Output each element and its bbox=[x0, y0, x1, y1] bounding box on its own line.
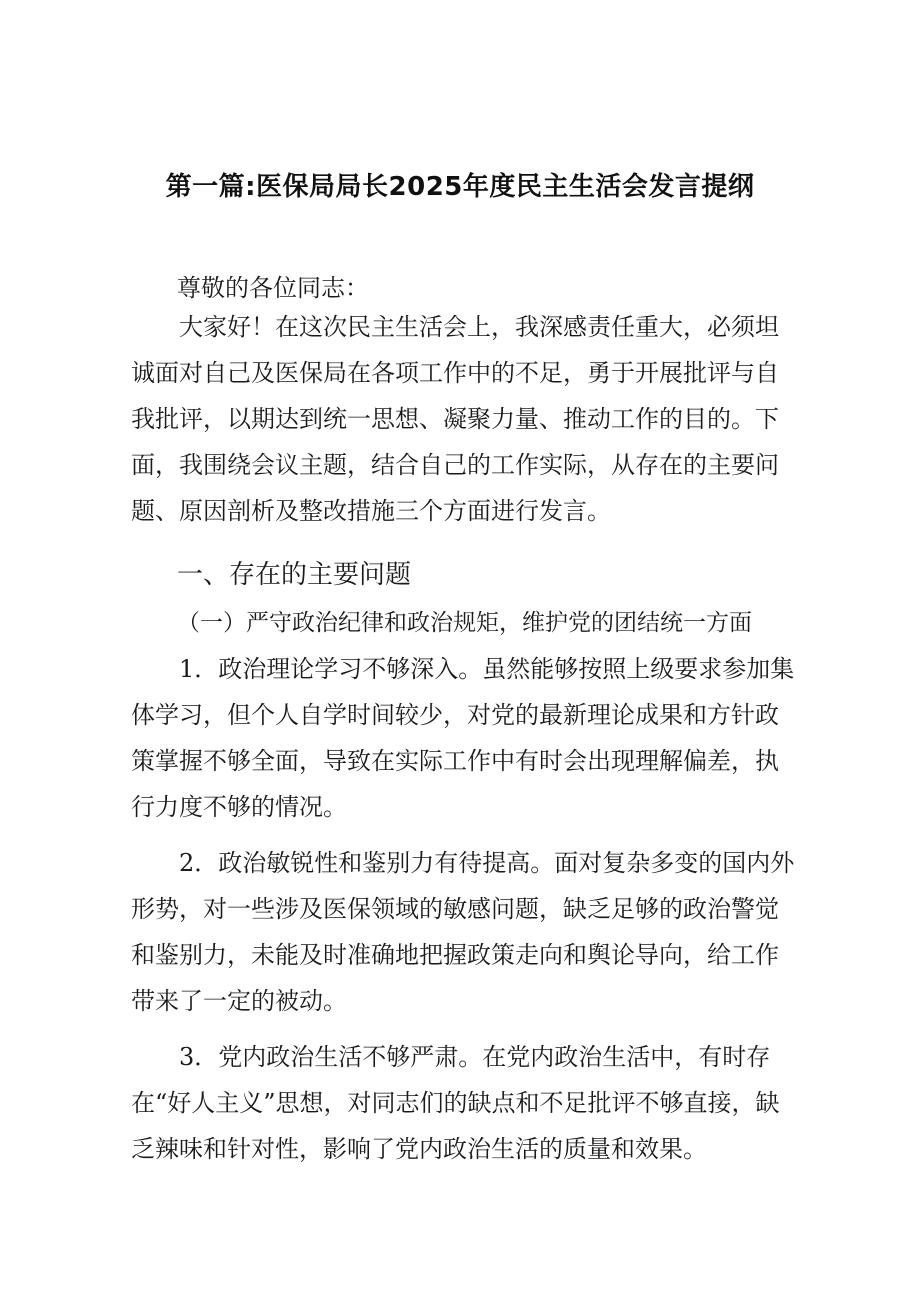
problem-item-2: 2．政治敏锐性和鉴别力有待提高。面对复杂多变的国内外形势，对一些涉及医保领域的敏感问题，缺乏足够的政治警觉和鉴别力，未能及时准确地把握政策走向和舆论导向，给工作带来了一定的被动。 bbox=[131, 849, 795, 1015]
subsection-heading: （一）严守政治纪律和政治规矩，维护党的团结统一方面 bbox=[177, 610, 752, 636]
greeting: 尊敬的各位同志： bbox=[177, 274, 369, 302]
section-heading: 一、存在的主要问题 bbox=[177, 560, 412, 590]
intro-paragraph: 大家好！在这次民主生活会上，我深感责任重大，必须坦诚面对自己及医保局在各项工作中的不足，勇于开展批评与自我批评，以期达到统一思想、凝聚力量、推动工作的目的。下面，我围绕会议主题，结合自己的工作实际，从存在的主要问题、原因剖析及整改措施三个方面进行发言。 bbox=[131, 313, 779, 525]
problem-item-3: 3．党内政治生活不够严肃。在党内政治生活中，有时存在“好人主义”思想，对同志们的缺点和不足批评不够直接，缺乏辣味和针对性，影响了党内政治生活的质量和效果。 bbox=[131, 1043, 780, 1163]
document-title: 第一篇:医保局局长2025年度民主生活会发言提纲 bbox=[165, 172, 755, 202]
problem-item-1: 1．政治理论学习不够深入。虽然能够按照上级要求参加集体学习，但个人自学时间较少，对党的最新理论成果和方针政策掌握不够全面，导致在实际工作中有时会出现理解偏差，执行力度不够的情况。 bbox=[131, 655, 795, 821]
